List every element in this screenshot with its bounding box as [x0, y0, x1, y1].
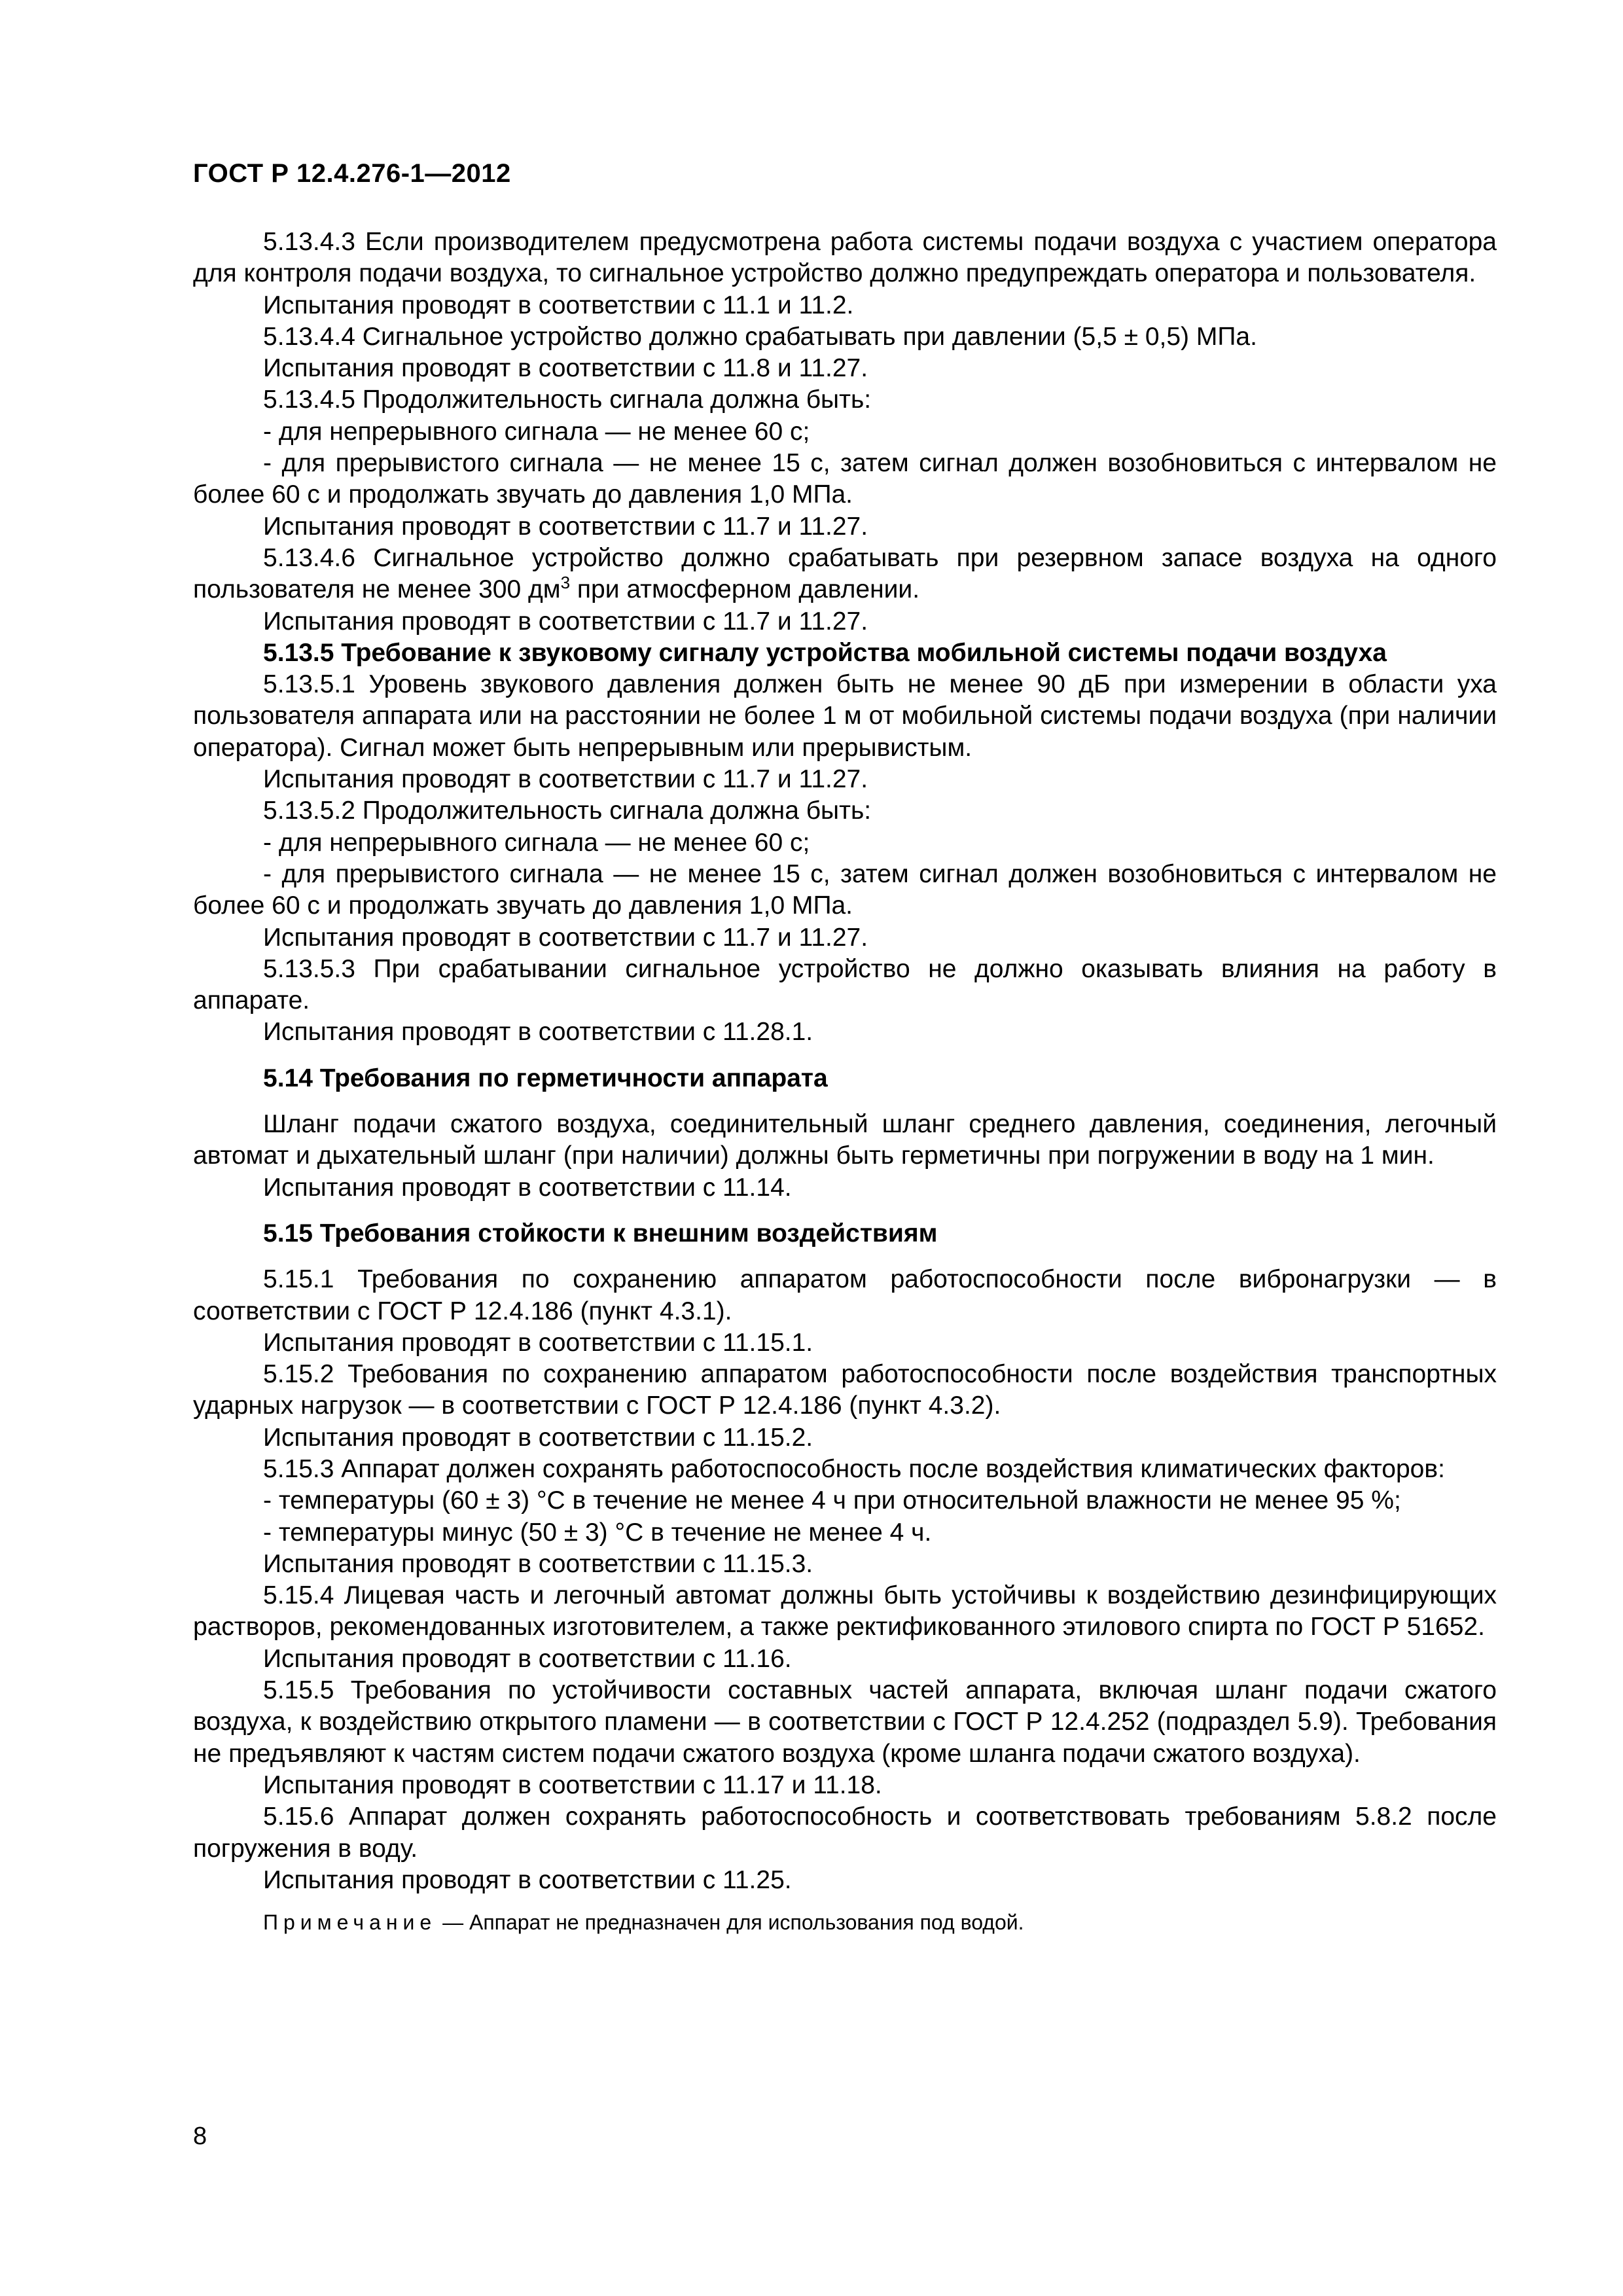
test-reference: Испытания проводят в соответствии с 11.17 и 11.18. [263, 1770, 882, 1799]
test-reference: Испытания проводят в соответствии с 11.15.3. [263, 1549, 813, 1578]
test-reference: Испытания проводят в соответствии с 11.16. [263, 1644, 792, 1673]
page-number: 8 [193, 2123, 207, 2150]
test-reference: Испытания проводят в соответствии с 11.1 и 11.2. [263, 291, 854, 319]
list-item: - температуры минус (50 ± 3) °С в течение не менее 4 ч. [263, 1518, 932, 1547]
paragraph-text: 5.13.4.6 Сигнальное устройство должно срабатывать при резервном запасе воздуха на одного пользователя не менее 300 дм [193, 543, 1497, 604]
test-reference: Испытания проводят в соответствии с 11.28.1. [263, 1018, 813, 1047]
section-heading-5-14: 5.14 Требования по герметичности аппарата [263, 1064, 828, 1092]
superscript: 3 [560, 573, 571, 593]
list-item: - для прерывистого сигнала — не менее 15 с, затем сигнал должен возобновиться с интервалом не более 60 с и продолжать звучать до давления 1,0 МПа. [193, 859, 1497, 920]
paragraph-5-13-4-3: 5.13.4.3 Если производителем предусмотрена работа системы подачи воздуха с участием оператора для контроля подачи воздуха, то сигнальное устройство должно предупреждать оператора и пользователя. [193, 228, 1497, 288]
document-header: ГОСТ Р 12.4.276-1—2012 [193, 159, 511, 188]
paragraph-5-13-4-4: 5.13.4.4 Сигнальное устройство должно срабатывать при давлении (5,5 ± 0,5) МПа. [263, 322, 1257, 351]
test-reference: Испытания проводят в соответствии с 11.14. [263, 1173, 792, 1202]
note-text: — Аппарат не предназначен для использования под водой. [437, 1910, 1024, 1935]
paragraph-5-13-4-6 [193, 543, 1497, 606]
paragraph-5-13-5-1: 5.13.5.1 Уровень звукового давления должен быть не менее 90 дБ при измерении в области уха пользователя аппарата или на расстоянии не более 1 м от мобильной системы подачи воздуха (при наличии оператора). Сигнал может быть непрерывным или прерывистым. [193, 670, 1497, 762]
test-reference: Испытания проводят в соответствии с 11.7 и 11.27. [263, 923, 868, 952]
test-reference: Испытания проводят в соответствии с 11.7 и 11.27. [263, 512, 868, 541]
list-item: - температуры (60 ± 3) °С в течение не менее 4 ч при относительной влажности не менее 95 %; [263, 1486, 1401, 1515]
paragraph-5-15-1: 5.15.1 Требования по сохранению аппаратом работоспособности после вибронагрузки — в соответствии с ГОСТ Р 12.4.186 (пункт 4.3.1). [193, 1265, 1497, 1325]
list-item: - для непрерывного сигнала — не менее 60 с; [263, 417, 810, 446]
note-label: Примечание [263, 1910, 437, 1935]
document-body [193, 226, 1497, 1937]
note [193, 1908, 1497, 1937]
test-reference: Испытания проводят в соответствии с 11.8 и 11.27. [263, 354, 868, 383]
paragraph-5-15-5: 5.15.5 Требования по устойчивости составных частей аппарата, включая шланг подачи сжатого воздуха, к воздействию открытого пламени — в соответствии с ГОСТ Р 12.4.252 (подраздел 5.9). Требования не предъявляют к частям систем подачи сжатого воздуха (кроме шланга подачи сжатого воздуха). [193, 1676, 1497, 1768]
paragraph-5-13-5-3: 5.13.5.3 При срабатывании сигнальное устройство не должно оказывать влияния на работу в аппарате. [193, 954, 1497, 1015]
paragraph-5-15-3: 5.15.3 Аппарат должен сохранять работоспособность после воздействия климатических факторов: [263, 1454, 1445, 1483]
section-heading-5-15: 5.15 Требования стойкости к внешним воздействиям [263, 1219, 938, 1247]
list-item: - для прерывистого сигнала — не менее 15 с, затем сигнал должен возобновиться с интервалом не более 60 с и продолжать звучать до давления 1,0 МПа. [193, 449, 1497, 509]
test-reference: Испытания проводят в соответствии с 11.15.1. [263, 1328, 813, 1357]
test-reference: Испытания проводят в соответствии с 11.15.2. [263, 1423, 813, 1452]
paragraph-5-15-2: 5.15.2 Требования по сохранению аппаратом работоспособности после воздействия транспортных ударных нагрузок — в соответствии с ГОСТ Р 12.4.186 (пункт 4.3.2). [193, 1360, 1497, 1420]
paragraph-5-15-6: 5.15.6 Аппарат должен сохранять работоспособность и соответствовать требованиям 5.8.2 после погружения в воду. [193, 1803, 1497, 1863]
list-item: - для непрерывного сигнала — не менее 60 с; [263, 828, 810, 857]
test-reference: Испытания проводят в соответствии с 11.7 и 11.27. [263, 765, 868, 794]
section-heading-5-13-5: 5.13.5 Требование к звуковому сигналу устройства мобильной системы подачи воздуха [263, 638, 1387, 667]
paragraph-5-13-5-2: 5.13.5.2 Продолжительность сигнала должна быть: [263, 797, 872, 825]
paragraph-5-15-4: 5.15.4 Лицевая часть и легочный автомат должны быть устойчивы к воздействию дезинфицирующих растворов, рекомендованных изготовителем, а также ректификованного этилового спирта по ГОСТ Р 51652. [193, 1581, 1497, 1641]
test-reference: Испытания проводят в соответствии с 11.25. [263, 1865, 792, 1894]
paragraph-5-14-body: Шланг подачи сжатого воздуха, соединительный шланг среднего давления, соединения, легочный автомат и дыхательный шланг (при наличии) должны быть герметичны при погружении в воду на 1 мин. [193, 1110, 1497, 1170]
paragraph-5-13-4-5: 5.13.4.5 Продолжительность сигнала должна быть: [263, 386, 872, 414]
test-reference: Испытания проводят в соответствии с 11.7 и 11.27. [263, 607, 868, 636]
paragraph-text: при атмосферном давлении. [570, 575, 920, 604]
